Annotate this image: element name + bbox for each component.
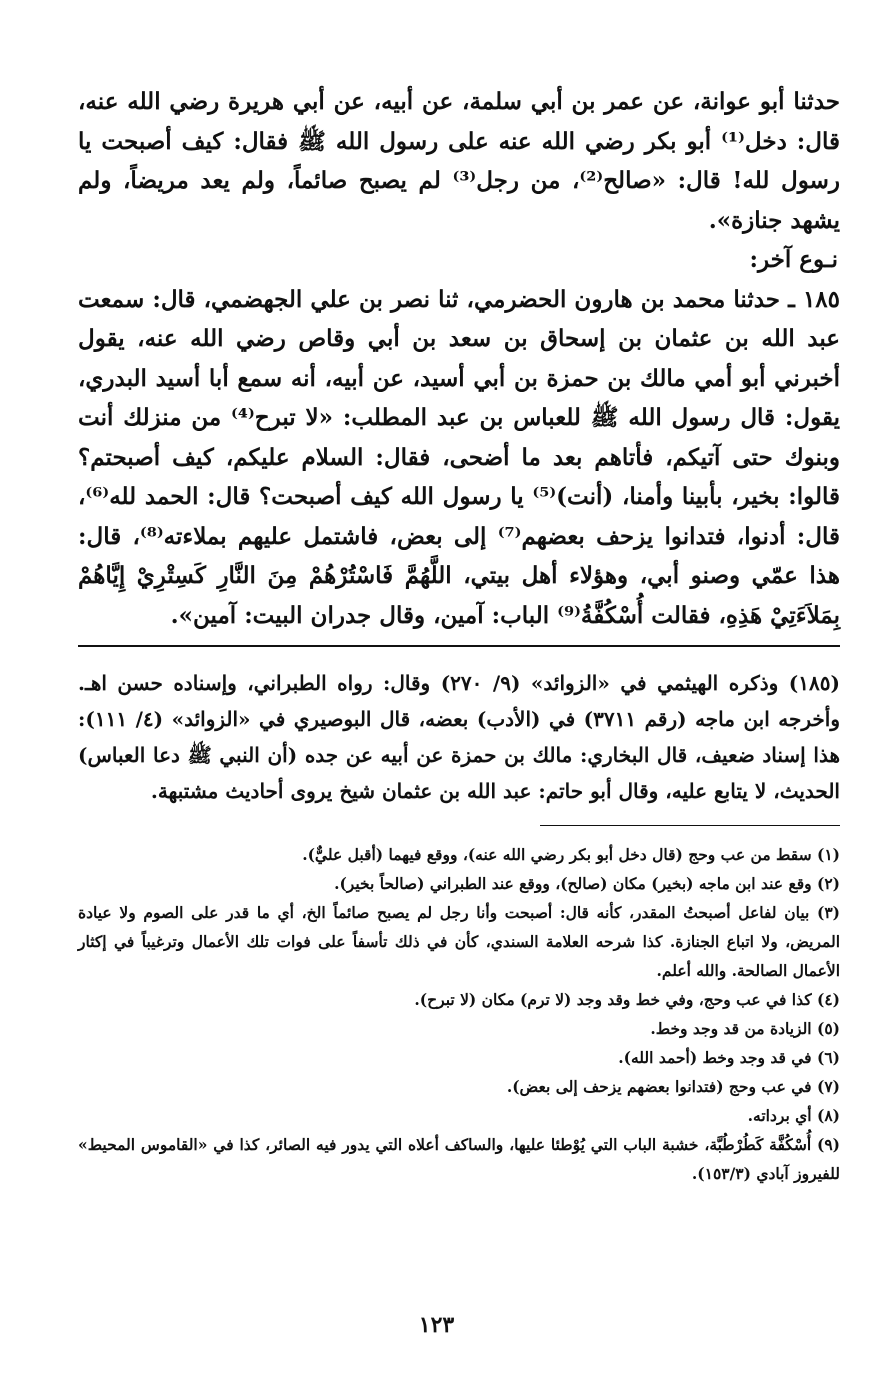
commentary-text: (١٨٥) وذكره الهيثمي في «الزوائد» (٩/ ٢٧٠) وقال: رواه الطبراني، وإسناده حسن اهـ. وأخرجه ابن ماجه (رقم ٣٧١١) في (الأدب) بعضه، قال البوصيري في «الزوائد» (٤/ ١١١): هذا إسناد ضعيف، قال البخاري: مالك بن حمزة عن أبيه عن جده (أن النبي ﷺ دعا العباس) الحديث، لا يتابع عليه، وقال أبو حاتم: عبد الله بن عثمان شيخ يروى أحاديث مشتبهة. xyxy=(78,671,840,803)
footnote-5: (٥) الزيادة من قد وجد وخط. xyxy=(650,1019,840,1038)
footnote-2: (٢) وقع عند ابن ماجه (بخير) مكان (صالح)، ووقع عند الطبراني (صالحاً بخير). xyxy=(334,874,840,893)
footnote-7: (٧) في عب وحج (فتدانوا بعضهم يزحف إلى بعض). xyxy=(506,1077,840,1096)
commentary xyxy=(78,665,840,809)
page xyxy=(78,82,840,1188)
section-heading: نـوع آخر: xyxy=(749,246,838,273)
footnote-3: (٣) بيان لفاعل أصبحتُ المقدر، كأنه قال: أصبحت وأنا رجل لم يصبح صائماً الخ، أي ما قدر على الصوم ولا عيادة المريض، ولا اتباع الجنازة. كذا شرحه العلامة السندي، كأن في ذلك تأسفاً على فوات تلك الأعمال وترغيباً في إكثار الأعمال الصالحة. والله أعلم. xyxy=(78,903,840,980)
footnotes xyxy=(78,840,840,1188)
hadith-paragraph-1: حدثنا أبو عوانة، عن عمر بن أبي سلمة، عن أبيه، عن أبي هريرة رضي الله عنه، قال: دخل⁽¹⁾ أبو بكر رضي الله عنه على رسول الله ﷺ فقال: كيف أصبحت يا رسول لله! قال: «صالح⁽²⁾، من رجل⁽³⁾ لم يصبح صائماً، ولم يعد مريضاً، ولم يشهد جنازة». xyxy=(78,88,840,234)
footnote-8: (٨) أي برداته. xyxy=(747,1106,840,1125)
footnote-6: (٦) في قد وجد وخط (أحمد الله). xyxy=(618,1048,840,1067)
page-number: ١٢٣ xyxy=(418,1312,455,1338)
footnote-1: (١) سقط من عب وحج (قال دخل أبو بكر رضي الله عنه)، ووقع فيهما (أقبل عليٌّ). xyxy=(302,845,840,864)
footnotes-divider xyxy=(540,825,840,826)
footnote-4: (٤) كذا في عب وحج، وفي خط وقد وجد (لا ترم) مكان (لا تبرح). xyxy=(414,990,840,1009)
main-text xyxy=(78,82,840,635)
main-divider xyxy=(78,645,840,647)
footnote-9: (٩) أُسْكُفَّة كَطُرْطُبَّة، خشبة الباب التي يُوْطئا عليها، والساكف أعلاه التي يدور فيه الصائر، كذا في «القاموس المحيط» للفيروز آبادي (١٥٣/٣). xyxy=(78,1135,840,1183)
hadith-paragraph-2: ١٨٥ ـ حدثنا محمد بن هارون الحضرمي، ثنا نصر بن علي الجهضمي، قال: سمعت عبد الله بن عثمان بن إسحاق بن سعد بن أبي وقاص رضي الله عنه، يقول أخبرني أبو أمي مالك بن حمزة بن أبي أسيد، عن أبيه، أنه سمع أبا أسيد البدري، يقول: قال رسول الله ﷺ للعباس بن عبد المطلب: «لا تبرح⁽⁴⁾ من منزلك أنت وبنوك حتى آتيكم، فأتاهم بعد ما أضحى، فقال: السلام عليكم، كيف أصبحتم؟ قالوا: بخير، بأبينا وأمنا، (أنت)⁽⁵⁾ يا رسول الله كيف أصبحت؟ قال: الحمد لله⁽⁶⁾، قال: أدنوا، فتدانوا يزحف بعضهم⁽⁷⁾ إلى بعض، فاشتمل عليهم بملاءته⁽⁸⁾، قال: هذا عمّي وصنو أبي، وهؤلاء أهل بيتي، اللَّهُمَّ فَاسْتُرْهُمْ مِنَ النَّارِ كَسِتْرِيْ إِيَّاهُمْ بِمَلاَءَتِيْ هَذِهِ، فقالت أُسْكُفَّةُ⁽⁹⁾ الباب: آمين، وقال جدران البيت: آمين». xyxy=(78,285,841,629)
